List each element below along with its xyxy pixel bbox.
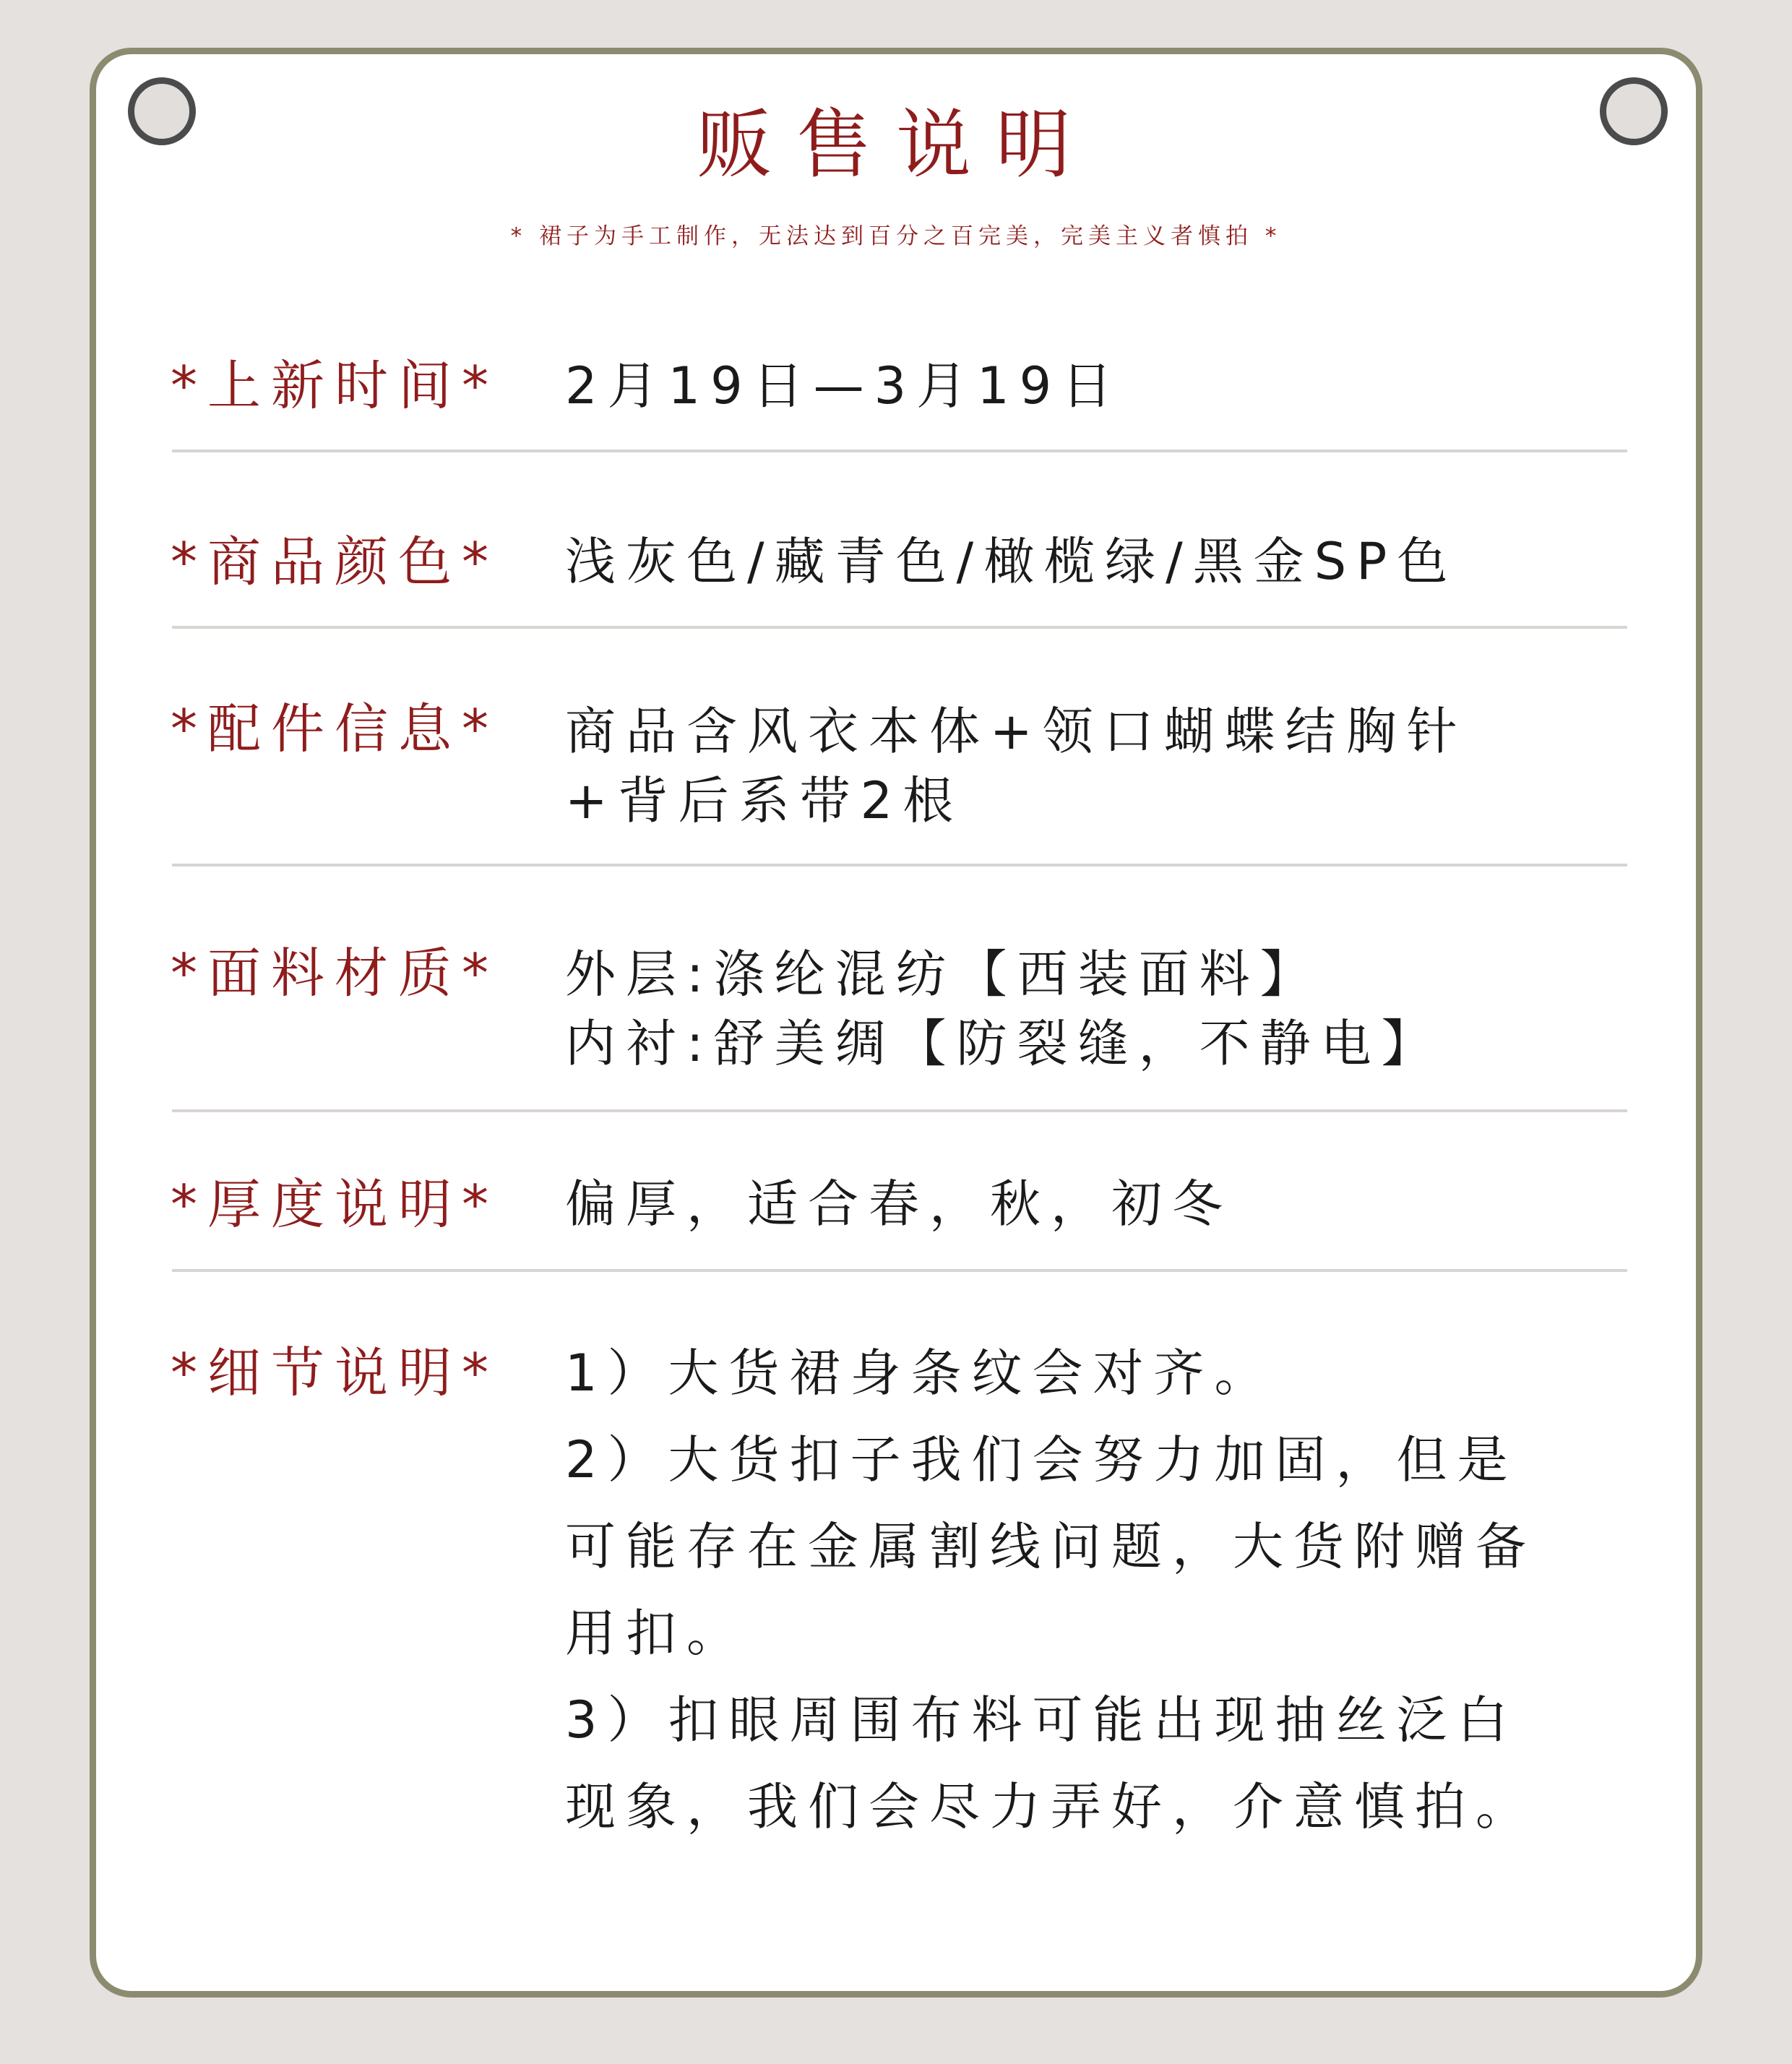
release-time-value	[565, 351, 1606, 421]
details-line-3: 可能存在金属割线问题，大货附赠备	[565, 1517, 1536, 1576]
details-line-5: 3）扣眼周围布料可能出现抽丝泛白	[565, 1690, 1518, 1750]
fabric-label: *面料材质*	[171, 942, 499, 1005]
release-time-text: 2月19日—3月19日	[565, 356, 1123, 416]
details-line-1: 1）大货裙身条纹会对齐。	[565, 1343, 1275, 1403]
divider	[172, 450, 1627, 452]
fabric-value	[565, 939, 1606, 1078]
accessories-line-1: 商品含风衣本体+领口蝴蝶结胸针	[565, 702, 1468, 761]
details-line-2: 2）大货扣子我们会努力加固，但是	[565, 1430, 1518, 1489]
colors-label: *商品颜色*	[171, 531, 499, 593]
handmade-note: * 裙子为手工制作，无法达到百分之百完美，完美主义者慎拍 *	[510, 223, 1282, 249]
divider	[172, 1109, 1627, 1112]
accessories-line-2: +背后系带2根	[565, 771, 964, 830]
details-line-6: 现象，我们会尽力弄好，介意慎拍。	[565, 1777, 1536, 1836]
fabric-outer-line: 外层:涤纶混纺【西装面料】	[565, 945, 1321, 1004]
divider	[172, 1269, 1627, 1272]
colors-text: 浅灰色/藏青色/橄榄绿/黑金SP色	[565, 532, 1458, 591]
thickness-value	[565, 1169, 1606, 1239]
details-label: *细节说明*	[171, 1342, 499, 1404]
page-title: 贩售说明	[696, 100, 1095, 189]
accessories-value	[565, 697, 1606, 835]
colors-value	[565, 527, 1606, 596]
accessories-label: *配件信息*	[171, 698, 499, 760]
details-line-4: 用扣。	[565, 1604, 747, 1663]
fabric-lining-line: 内衬:舒美绸【防裂缝，不静电】	[565, 1014, 1442, 1073]
release-time-label: *上新时间*	[171, 355, 499, 417]
thickness-text: 偏厚，适合春，秋，初冬	[565, 1174, 1233, 1234]
divider	[172, 626, 1627, 629]
divider	[172, 864, 1627, 867]
thickness-label: *厚度说明*	[171, 1174, 499, 1236]
details-value	[565, 1330, 1606, 1850]
